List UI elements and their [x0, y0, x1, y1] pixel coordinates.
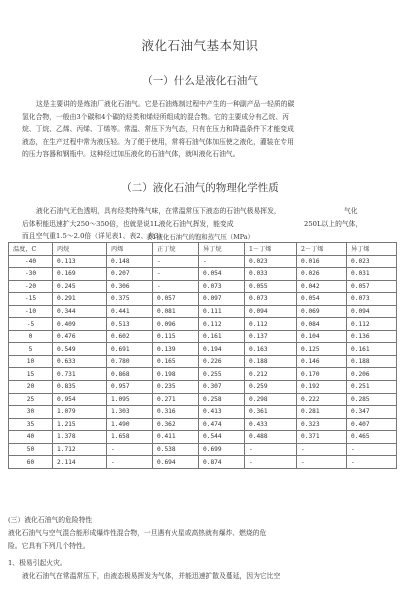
table-cell: 0.222 [297, 393, 347, 406]
table-row [9, 393, 397, 406]
table-cell: 1.215 [53, 418, 107, 431]
table-cell: 0.407 [347, 418, 397, 431]
table-cell: 0.188 [347, 355, 397, 368]
table-cell: 0.170 [297, 368, 347, 381]
table-cell: 0.731 [53, 368, 107, 381]
table-cell: 0.113 [53, 255, 107, 268]
section-3-line-2: 险。它具有下列几个特性。 [8, 542, 90, 550]
table-cell: 0.115 [153, 330, 199, 343]
section-2-line-1-tail: 气化 [344, 207, 358, 215]
table-temp-cell: 40 [9, 431, 53, 444]
table-header-cell: 异丁烯 [347, 243, 397, 256]
table-cell: 0.285 [347, 393, 397, 406]
table-temp-cell: 35 [9, 418, 53, 431]
table-cell: 0.433 [245, 418, 297, 431]
table-cell: 0.258 [199, 393, 245, 406]
table-cell: 0.111 [199, 305, 245, 318]
table-cell: 0.112 [199, 318, 245, 331]
table-cell: 0.023 [347, 255, 397, 268]
section-2-heading: （二）液化石油气的物理化学性质 [121, 182, 279, 194]
table-cell: 0.198 [153, 368, 199, 381]
section-1-line-3: 烷、丁烷、乙烯、丙烯、丁烯等。常温、常压下为气态，只有在压力和降温条件下才能变成 [22, 125, 294, 133]
table-cell: 0.957 [107, 381, 153, 394]
table-cell: 0.206 [347, 368, 397, 381]
table-cell: 0.538 [153, 443, 199, 456]
table-cell: - [153, 280, 199, 293]
table-body [9, 255, 397, 468]
table-cell: 1.378 [53, 431, 107, 444]
table-cell: 0.137 [245, 330, 297, 343]
table-cell: - [297, 456, 347, 469]
table-row [9, 368, 397, 381]
table-cell: 0.023 [245, 255, 297, 268]
table-cell: 0.780 [107, 355, 153, 368]
table-header-cell: 丙烷 [53, 243, 107, 256]
table-cell: 0.057 [153, 293, 199, 306]
table-row [9, 343, 397, 356]
table-cell: 1.712 [53, 443, 107, 456]
table-temp-cell: 15 [9, 368, 53, 381]
table-cell: 0.694 [153, 456, 199, 469]
table-cell: 0.054 [297, 293, 347, 306]
table-cell: 0.097 [199, 293, 245, 306]
table-cell: 1.303 [107, 406, 153, 419]
section-1-line-5: 的压力容器和钢瓶中。这种经过加压液化的石油气体，就叫液化石油气。 [22, 150, 240, 158]
table-cell: 0.513 [107, 318, 153, 331]
table-row [9, 293, 397, 306]
table-row [9, 255, 397, 268]
table-cell: - [153, 255, 199, 268]
table-cell: 0.411 [153, 431, 199, 444]
table-cell: 0.259 [245, 381, 297, 394]
table-cell: 0.633 [53, 355, 107, 368]
table-cell: 1.095 [107, 393, 153, 406]
table-cell: 0.474 [199, 418, 245, 431]
table-row [9, 418, 397, 431]
table-row [9, 381, 397, 394]
table-cell: 0.104 [297, 330, 347, 343]
table-cell: 1.658 [107, 431, 153, 444]
table-cell: 0.073 [347, 293, 397, 306]
table-cell: 0.699 [199, 443, 245, 456]
table-cell: 0.016 [297, 255, 347, 268]
table-cell: 0.362 [153, 418, 199, 431]
table-temp-cell: 10 [9, 355, 53, 368]
table-cell: 0.835 [53, 381, 107, 394]
table-cell: 0.192 [297, 381, 347, 394]
table-cell: 0.161 [347, 343, 397, 356]
table-cell: 0.245 [53, 280, 107, 293]
section-3-line-4: 液化石油气在常温常压下，由液态极易挥发为气体，并能迅速扩散及蔓延，因为它比空 [22, 572, 281, 580]
table-cell: 0.413 [199, 406, 245, 419]
table-cell: 0.602 [107, 330, 153, 343]
table-cell: 0.544 [199, 431, 245, 444]
table-temp-cell: -30 [9, 268, 53, 281]
table-temp-cell: -5 [9, 318, 53, 331]
section-3-line-1: 液化石油气与空气混合能形成爆炸性混合物，一旦遇有火星或高热就有爆炸、燃烧的危 [8, 529, 267, 537]
table-temp-cell: 5 [9, 343, 53, 356]
table-cell: 0.136 [347, 330, 397, 343]
table-temp-cell: 20 [9, 381, 53, 394]
table-cell: 0.361 [245, 406, 297, 419]
table-cell: 0.409 [53, 318, 107, 331]
section-2-line-2-tail: 250L以上的气体， [304, 219, 363, 228]
table-cell: - [245, 456, 297, 469]
table-header-cell: 丙烯 [107, 243, 153, 256]
table-cell: 0.291 [53, 293, 107, 306]
table-cell: 0.488 [245, 431, 297, 444]
document-title: 液化石油气基本知识 [141, 38, 259, 53]
table-cell: 0.344 [53, 305, 107, 318]
table-cell: 0.226 [199, 355, 245, 368]
table-header-row [9, 243, 397, 256]
table-cell: 0.212 [245, 368, 297, 381]
table-cell: 0.375 [107, 293, 153, 306]
table-row [9, 431, 397, 444]
table-cell: 0.306 [107, 280, 153, 293]
table-cell: 0.476 [53, 330, 107, 343]
table-header-cell: 温度，C [9, 243, 53, 256]
table-cell: 0.316 [153, 406, 199, 419]
table-header-cell: 正丁烷 [153, 243, 199, 256]
table-cell: 0.251 [347, 381, 397, 394]
table-cell: 0.874 [199, 456, 245, 469]
section-3-line-3: 1、极易引起火灾。 [8, 559, 67, 567]
table-cell: 0.112 [347, 318, 397, 331]
table-cell: 0.055 [245, 280, 297, 293]
table-cell: 0.033 [245, 268, 297, 281]
table-cell: 0.139 [153, 343, 199, 356]
table-temp-cell: 0 [9, 330, 53, 343]
table-cell: 0.069 [297, 305, 347, 318]
table-cell: - [199, 255, 245, 268]
table-row [9, 456, 397, 469]
table-cell: 0.125 [297, 343, 347, 356]
table-cell: 0.169 [53, 268, 107, 281]
table-cell: 0.347 [347, 406, 397, 419]
table-temp-cell: -40 [9, 255, 53, 268]
table-cell: 0.371 [297, 431, 347, 444]
section-2-line-2: 后体积能迅速扩大250～350倍，也就是说1L液化石油气挥发，能变成 [22, 219, 234, 228]
table-cell: 0.194 [199, 343, 245, 356]
table-cell: 0.868 [107, 368, 153, 381]
section-2-line-3: 而且空气重1.5～2.0倍（详见表1、表2、表3） [22, 232, 166, 240]
table-cell: 0.084 [297, 318, 347, 331]
table-cell: 1.079 [53, 406, 107, 419]
table-row [9, 318, 397, 331]
table-cell: 0.057 [347, 280, 397, 293]
table-cell: 0.281 [297, 406, 347, 419]
table-row [9, 355, 397, 368]
table-cell: 0.235 [153, 381, 199, 394]
table-temp-cell: 50 [9, 443, 53, 456]
section-1-line-1: 这是主要讲的是炼油厂液化石油气。它是石油炼制过程中产生的一种副产品一轻质的碳 [36, 100, 295, 108]
table-cell: - [245, 443, 297, 456]
table-temp-cell: 30 [9, 406, 53, 419]
table-cell: 0.031 [347, 268, 397, 281]
table-caption: 表1液化石油气的饱和蒸气压（MPa） [146, 233, 254, 241]
table-temp-cell: 25 [9, 393, 53, 406]
section-1-line-2: 氢化合物，一般由3个碳和4个碳的烃类和烯烃所组成的混合物。它的主要成分有乙烷、丙 [22, 112, 289, 121]
table-cell: 0.255 [199, 368, 245, 381]
table-cell: - [297, 443, 347, 456]
table-temp-cell: 60 [9, 456, 53, 469]
table-cell: 0.307 [199, 381, 245, 394]
table-cell: 0.165 [153, 355, 199, 368]
section-2-line-1: 液化石油气无色透明，具有经类特殊气味，在常温常压下液态的石油气极易挥发， [36, 207, 281, 215]
table-cell: 0.096 [153, 318, 199, 331]
table-cell: 0.094 [347, 305, 397, 318]
section-1-line-4: 液态，在生产过程中常为液压轻。为了便于使用，常将石油气体加压使之液化，灌装在专用 [22, 137, 294, 146]
table-row [9, 443, 397, 456]
table-cell: 0.148 [107, 255, 153, 268]
section-3-heading: (三）液化石油气的危险特性 [8, 516, 93, 524]
table-temp-cell: -10 [9, 305, 53, 318]
table-cell: 2.114 [53, 456, 107, 469]
table-row [9, 268, 397, 281]
table-row [9, 406, 397, 419]
section-3 [8, 514, 392, 583]
table-cell: 0.691 [107, 343, 153, 356]
table-row [9, 330, 397, 343]
table-temp-cell: -15 [9, 293, 53, 306]
table-cell: 0.298 [245, 393, 297, 406]
table-row [9, 305, 397, 318]
table-header-cell: 1－丁烯 [245, 243, 297, 256]
table-row [9, 280, 397, 293]
table-cell: 0.112 [245, 318, 297, 331]
table-cell: - [107, 443, 153, 456]
table-cell: 0.146 [297, 355, 347, 368]
table-cell: - [107, 456, 153, 469]
table-cell: 0.188 [245, 355, 297, 368]
table-cell: 0.954 [53, 393, 107, 406]
table-cell: 0.161 [199, 330, 245, 343]
table-cell: 0.441 [107, 305, 153, 318]
table-cell: 0.042 [297, 280, 347, 293]
table-cell: 0.207 [107, 268, 153, 281]
table-cell: 0.081 [153, 305, 199, 318]
section-1-body [22, 98, 382, 161]
table-cell: 0.026 [297, 268, 347, 281]
table-cell: 0.465 [347, 431, 397, 444]
table-cell: 0.271 [153, 393, 199, 406]
table-header-cell: 2－丁烯 [297, 243, 347, 256]
table-cell: 0.073 [245, 293, 297, 306]
table-cell: 1.490 [107, 418, 153, 431]
table-cell: - [347, 443, 397, 456]
table-cell: 0.073 [199, 280, 245, 293]
vapor-pressure-table [8, 242, 397, 469]
table-cell: - [153, 268, 199, 281]
table-cell: 0.054 [199, 268, 245, 281]
table-cell: 0.163 [245, 343, 297, 356]
table-cell: 0.323 [297, 418, 347, 431]
table-header-cell: 异丁烷 [199, 243, 245, 256]
table-cell: - [347, 456, 397, 469]
table-temp-cell: -20 [9, 280, 53, 293]
section-1-heading: （一）什么是液化石油气 [142, 75, 258, 87]
table-cell: 0.094 [245, 305, 297, 318]
table-cell: 0.549 [53, 343, 107, 356]
